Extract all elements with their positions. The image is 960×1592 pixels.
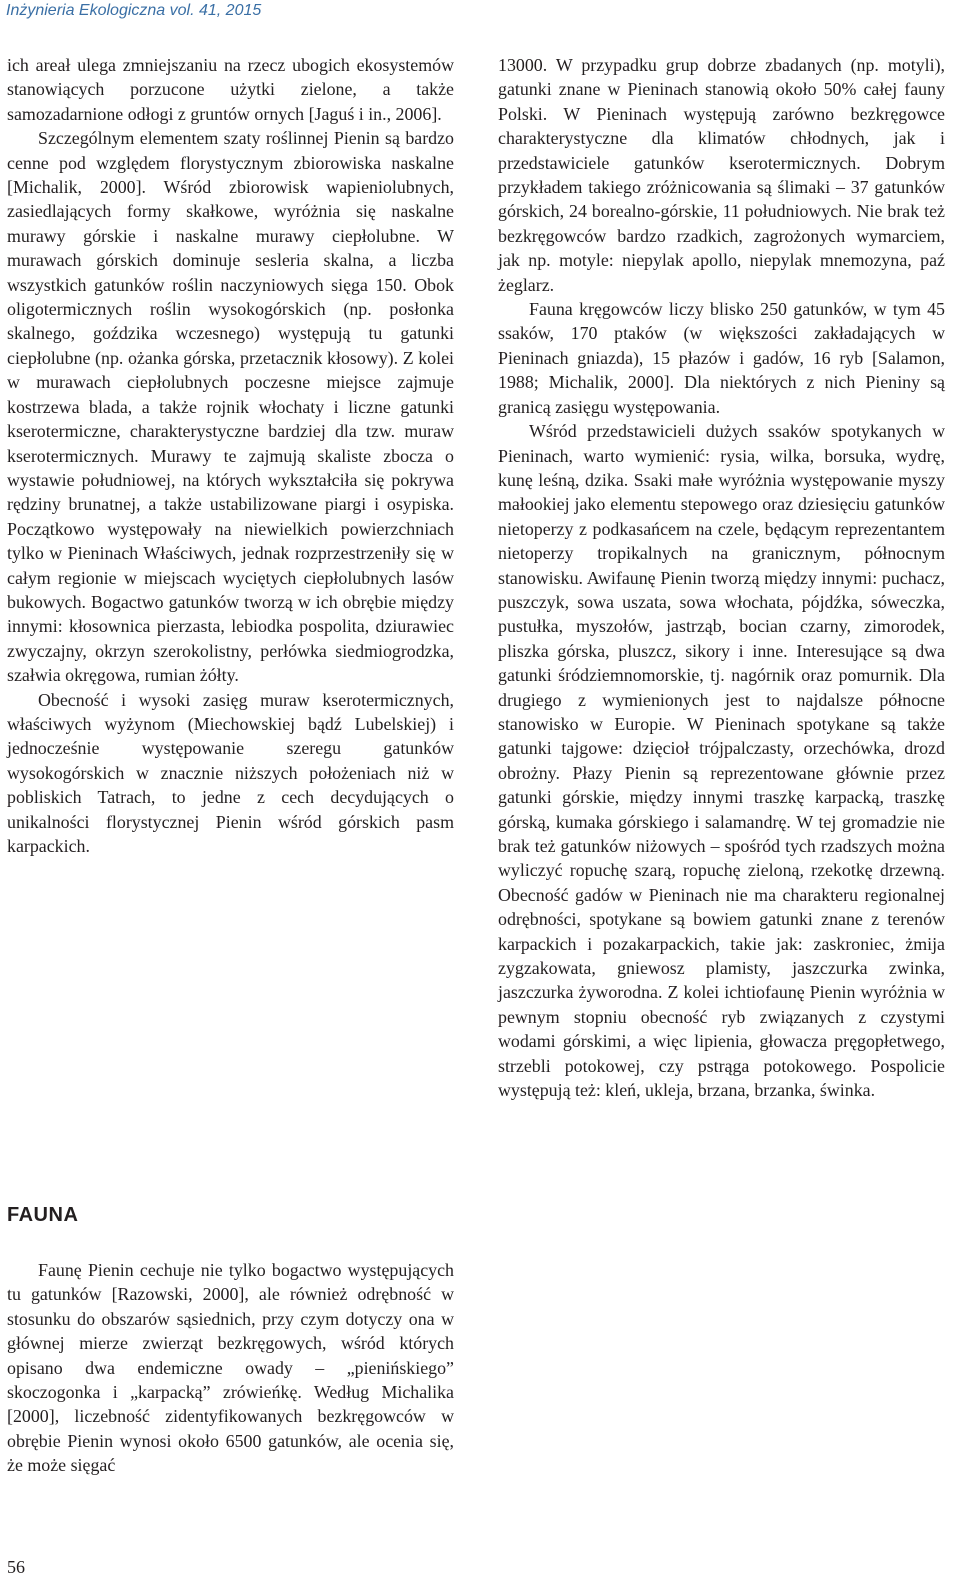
right-paragraph-2: Fauna kręgowców liczy blisko 250 gatunków, w tym 45 ssaków, 170 ptaków (w większości zakładających w Pieninach gniazda), 15 płazów i gadów, 16 ryb [Salamon, 1988; Michalik, 2000]. Dla niektórych z nich Pieniny są granicą zasięgu występowania. xyxy=(498,299,945,417)
left-paragraph-3: Obecność i wysoki zasięg muraw kserotermicznych, właściwych wyżynom (Miechowskiej bądź Lubelskiej) i jednocześnie występowanie szeregu gatunków wysokogórskich w znacznie niższych położeniach niż w pobliskich Tatrach, to jedne z cech decydujących o unikalności florystycznej Pienin wśród górskich pasm karpackich. xyxy=(7,689,454,856)
left-column xyxy=(7,53,454,858)
page-number: 56 xyxy=(7,1557,25,1577)
fauna-paragraph-1: Faunę Pienin cechuje nie tylko bogactwo występujących tu gatunków [Razowski, 2000], ale również odrębność w stosunku do obszarów sąsiednich, przy czym dotyczy ona w głównej mierze zwierząt bezkręgowych, wśród których opisano dwa endemiczne owady – „pienińskiego” skoczogonka i „karpacką” zrówieńkę. Według Michalika [2000], liczebność zidentyfikowanych bezkręgowców w obrębie Pienin wynosi około 6500 gatunków, ale ocenia się, że może sięgać xyxy=(7,1260,454,1476)
fauna-section-body xyxy=(7,1258,454,1478)
section-heading-fauna: FAUNA xyxy=(7,1204,79,1226)
right-paragraph-1: 13000. W przypadku grup dobrze zbadanych (np. motyli), gatunki znane w Pieninach stanowią około 50% całej fauny Polski. W Pieninach występują zarówno bezkręgowce charakterystyczne dla klimatów chłodnych, jak i przedstawiciele gatunków kserotermicznych. Dobrym przykładem takiego zróżnicowania są ślimaki – 37 gatunków górskich, 24 borealno-górskie, 11 południowych. Nie brak też bezkręgowców bardzo rzadkich, zagrożonych wymarciem, jak np. motyle: niepylak apollo, niepylak mnemozyna, paź żeglarz. xyxy=(498,55,945,295)
left-paragraph-1: ich areał ulega zmniejszaniu na rzecz ubogich ekosystemów stanowiących porzucone użytki zielone, a także samozadarnione odłogi z gruntów ornych [Jaguś i in., 2006]. xyxy=(7,55,454,124)
running-header: Inżynieria Ekologiczna vol. 41, 2015 xyxy=(6,2,262,19)
right-column xyxy=(498,53,945,1102)
left-paragraph-2: Szczególnym elementem szaty roślinnej Pienin są bardzo cenne pod względem florystycznym zbiorowiska naskalne [Michalik, 2000]. Wśród zbiorowisk wapieniolubnych, zasiedlających formy skałkowe, wyróżnia się naskalne murawy górskie i naskalne murawy ciepłolubne. W murawach górskich dominuje sesleria skalna, a liczba wszystkich gatunków roślin naczyniowych sięga 150. Obok oligotermicznych roślin wysokogórskich (np. posłonka skalnego, goździka wczesnego) występują tu gatunki ciepłolubne (np. ożanka górska, przetacznik kłosowy). Z kolei w murawach ciepłolubnych poczesne miejsce zajmuje kostrzewa blada, a także rojnik włochaty i liczne gatunki kserotermiczne, charakterystyczne bardziej dla tzw. muraw kserotermicznych. Murawy te zajmują skaliste zbocza o wystawie południowej, na których wykształciła się pokrywa rędziny brunatnej, a także ustabilizowane piargi i osypiska. Początkowo występowały na niewielkich powierzchniach tylko w Pieninach Właściwych, jednak rozprzestrzeniły się w całym regionie w miejscach wyciętych ciepłolubnych lasów bukowych. Bogactwo gatunków tworzą w ich obrębie między innymi: kłosownica pierzasta, lebiodka pospolita, dziurawiec zwyczajny, okrzyn szerokolistny, perłówka siedmiogrodzka, szałwia okręgowa, rumian żółty. xyxy=(7,128,454,686)
right-paragraph-3: Wśród przedstawicieli dużych ssaków spotykanych w Pieninach, warto wymienić: rysia, wilka, borsuka, wydrę, kunę leśną, dzika. Ssaki małe wyróżnia występowanie myszy małookiej jako elementu stepowego oraz dziesięciu gatunków nietoperzy z podkasańcem na czele, będącym reprezentantem nietoperzy tropikalnych na granicznym, północnym stanowisku. Awifaunę Pienin tworzą między innymi: puchacz, puszczyk, sowa uszata, sowa włochata, pójdźka, sóweczka, pustułka, myszołów, jastrząb, bocian czarny, zimorodek, pliszka górska, pluszcz, sikory i inne. Interesujące są dwa gatunki śródziemnomorskie, tj. nagórnik oraz pomurnik. Dla drugiego z wymienionych jest to najdalsze północne stanowisko w Europie. W Pieninach spotykane są także gatunki tajgowe: dzięcioł trójpalczasty, orzechówka, drozd obrożny. Płazy Pienin są reprezentowane głównie przez gatunki górskie, między innymi traszkę karpacką, traszkę górską, kumaka górskiego i salamandrę. W tej gromadzie nie brak też gatunków niżowych – spośród tych rzadszych można wyliczyć ropuchę szarą, ropuchę zieloną, rzekotkę drzewną. Obecność gadów w Pieninach nie ma charakteru regionalnej odrębności, spotykane są bowiem gatunki znane z terenów karpackich i pozakarpackich, takie jak: zaskroniec, żmija zygzakowata, gniewosz plamisty, jaszczurka zwinka, jaszczurka żyworodna. Z kolei ichtiofaunę Pienin wyróżnia w pewnym stopniu obecność ryb związanych z czystymi wodami górskimi, a więc lipienia, głowacza pręgopłetwego, strzebli potokowej, czy pstrąga potokowego. Pospolicie występują też: kleń, ukleja, brzana, brzanka, świnka. xyxy=(498,421,945,1101)
